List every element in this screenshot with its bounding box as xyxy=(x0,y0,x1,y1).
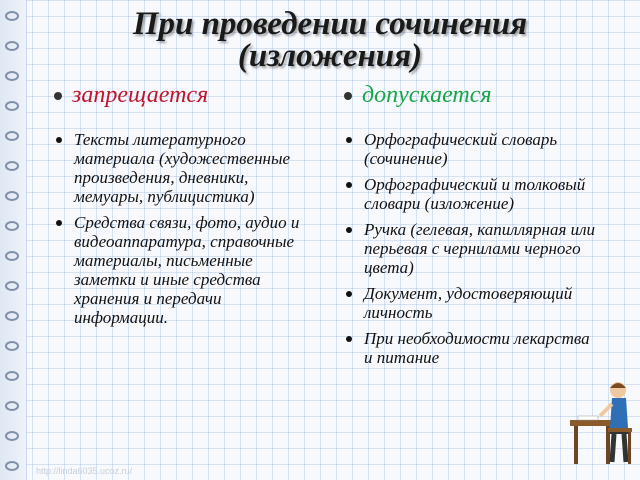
notebook-spiral-icon xyxy=(3,0,25,480)
allowed-list xyxy=(346,130,596,374)
list-item: Средства связи, фото, аудио и видеоаппаратура, справочные материалы, письменные заметки и иные средства хранения и передачи информации. xyxy=(56,213,316,327)
slide-title: При проведении сочинения (изложения) xyxy=(132,6,528,74)
bullet-icon xyxy=(54,92,62,100)
forbidden-heading-text: запрещается xyxy=(72,82,209,108)
list-item: Орфографический и толковый словари (изложение) xyxy=(346,175,596,213)
forbidden-heading xyxy=(54,82,208,109)
allowed-heading-text: допускается xyxy=(362,82,492,108)
list-item: Ручка (гелевая, капиллярная или перьевая с чернилами черного цвета) xyxy=(346,220,596,277)
list-item: При необходимости лекарства и питание xyxy=(346,329,596,367)
forbidden-list xyxy=(56,130,316,334)
list-item: Тексты литературного материала (художественные произведения, дневники, мемуары, публицистика) xyxy=(56,130,316,206)
bullet-icon xyxy=(344,92,352,100)
student-at-desk-icon xyxy=(568,376,636,468)
list-item: Документ, удостоверяющий личность xyxy=(346,284,596,322)
watermark: http://linda6035.ucoz.ru/ xyxy=(36,466,133,476)
allowed-heading xyxy=(344,82,492,109)
list-item: Орфографический словарь (сочинение) xyxy=(346,130,596,168)
